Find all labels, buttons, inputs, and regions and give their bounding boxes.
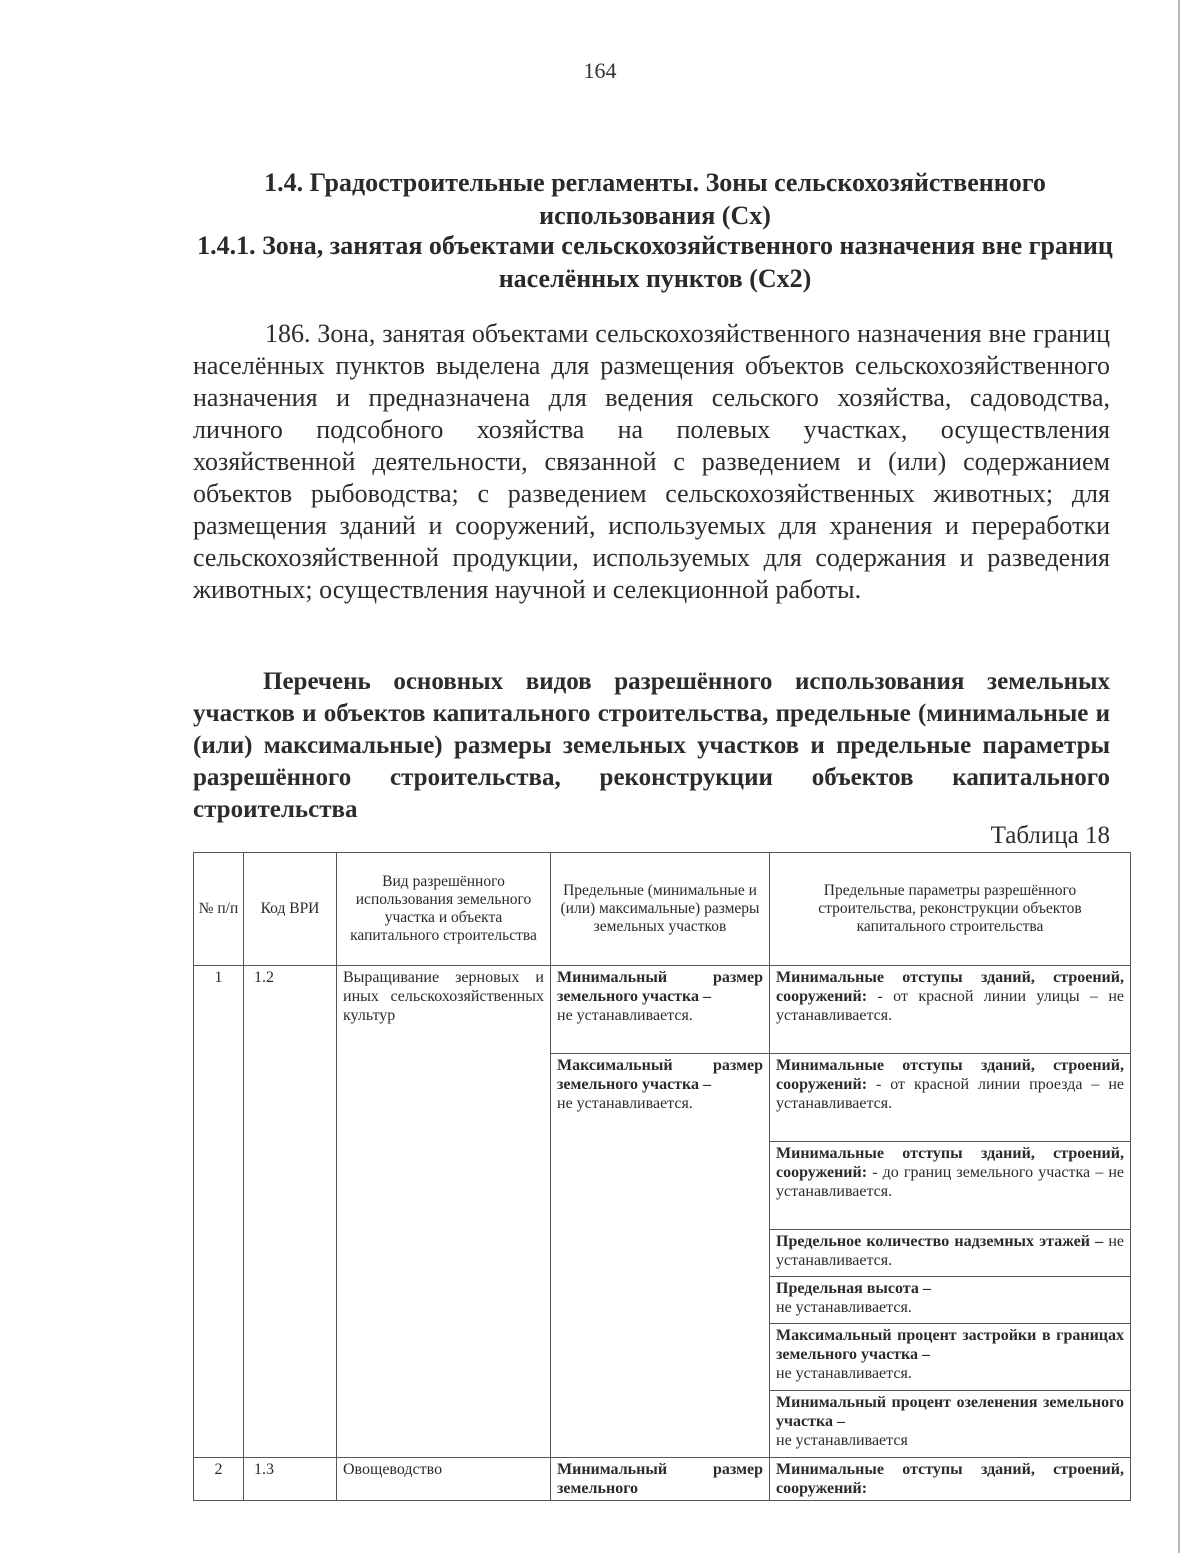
- size-item-value: не устанавливается.: [557, 1007, 693, 1024]
- row-code: 1.3: [244, 1458, 337, 1501]
- param-item-title: Минимальные отступы зданий, строений, сооружений:: [776, 1145, 1124, 1181]
- scan-page-edge: [1178, 0, 1180, 1553]
- param-item-value: не устанавливается.: [776, 1233, 1124, 1269]
- table-caption: Таблица 18: [990, 822, 1110, 849]
- header-params: Предельные параметры разрешённого строительства, реконструкции объектов капитального строительства: [770, 853, 1131, 966]
- param-item-title: Минимальные отступы зданий, строений, сооружений:: [776, 1461, 1124, 1497]
- row-sizes: [551, 1458, 770, 1501]
- table-row: [194, 1458, 1131, 1501]
- header-num: № п/п: [194, 853, 244, 966]
- param-item: [770, 1323, 1130, 1390]
- param-item-title: Максимальный процент застройки в границах земельного участка –: [776, 1327, 1124, 1363]
- param-item: [770, 1229, 1130, 1276]
- header-code: Код ВРИ: [244, 853, 337, 966]
- param-item: [770, 1390, 1130, 1457]
- param-item: [770, 966, 1130, 1053]
- param-item-title: Предельное количество надземных этажей –: [776, 1233, 1104, 1250]
- row-num: 2: [194, 1458, 244, 1501]
- row-kind: Выращивание зерновых и иных сельскохозяйственных культур: [337, 966, 551, 1458]
- header-sizes: Предельные (минимальные и (или) максимальные) размеры земельных участков: [551, 853, 770, 966]
- param-item: [770, 1276, 1130, 1323]
- regulations-table: [193, 852, 1131, 1501]
- param-item-value: не устанавливается.: [776, 1365, 912, 1382]
- param-item-value: не устанавливается.: [776, 1299, 912, 1316]
- size-item-title: Минимальный размер земельного участка –: [557, 969, 763, 1005]
- size-item-title: Минимальный размер земельного: [557, 1461, 763, 1497]
- param-item-title: Предельная высота –: [776, 1280, 931, 1297]
- param-item-title: Минимальный процент озеленения земельного участка –: [776, 1394, 1124, 1430]
- row-params: [770, 1458, 1131, 1501]
- row-sizes: [551, 966, 770, 1458]
- row-kind: Овощеводство: [337, 1458, 551, 1501]
- page-number: 164: [583, 58, 617, 83]
- param-item-value: - от красной линии проезда – не устанавливается.: [776, 1076, 1125, 1112]
- subsection-heading: 1.4.1. Зона, занятая объектами сельскохозяйственного назначения вне границ населённых пунктов (Сх2): [197, 231, 1113, 293]
- param-item-title: Минимальные отступы зданий, строений, сооружений:: [776, 969, 1124, 1005]
- param-item-value: - до границ земельного участка – не устанавливается.: [776, 1164, 1125, 1200]
- section-heading: 1.4. Градостроительные регламенты. Зоны сельскохозяйственного использования (Сх): [264, 168, 1046, 230]
- table-row: [194, 966, 1131, 1458]
- size-item: [551, 966, 769, 1053]
- param-item-title: Минимальные отступы зданий, строений, сооружений:: [776, 1057, 1124, 1093]
- param-item-value: не устанавливается: [776, 1432, 908, 1449]
- row-code: 1.2: [244, 966, 337, 1458]
- param-item: [770, 1141, 1130, 1229]
- list-title: Перечень основных видов разрешённого использования земельных участков и объектов капитального строительства, предельные (минимальные и (или) максимальные) размеры земельных участков и предельные параметры разрешённого строительства, реконструкции объектов капитального строительства: [193, 668, 1110, 823]
- param-item: [770, 1053, 1130, 1141]
- size-item: [551, 1053, 769, 1115]
- param-item-value: - от красной линии улицы – не устанавливается.: [776, 988, 1125, 1024]
- body-paragraph: 186. Зона, занятая объектами сельскохозяйственного назначения вне границ населённых пунктов выделена для размещения объектов сельскохозяйственного назначения и предназначена для ведения сельского хозяйства, садоводства, личного подсобного хозяйства на полевых участках, осуществления хозяйственной деятельности, связанной с разведением и (или) содержанием объектов рыбоводства; с разведением сельскохозяйственных животных; для размещения зданий и сооружений, используемых для хранения и переработки сельскохозяйственной продукции, используемых для содержания и разведения животных; осуществления научной и селекционной работы.: [193, 319, 1110, 604]
- size-item-value: не устанавливается.: [557, 1095, 693, 1112]
- size-item-title: Максимальный размер земельного участка –: [557, 1057, 763, 1093]
- row-params: [770, 966, 1131, 1458]
- table-header-row: [194, 853, 1131, 966]
- header-kind: Вид разрешённого использования земельного участка и объекта капитального строительства: [337, 853, 551, 966]
- row-num: 1: [194, 966, 244, 1458]
